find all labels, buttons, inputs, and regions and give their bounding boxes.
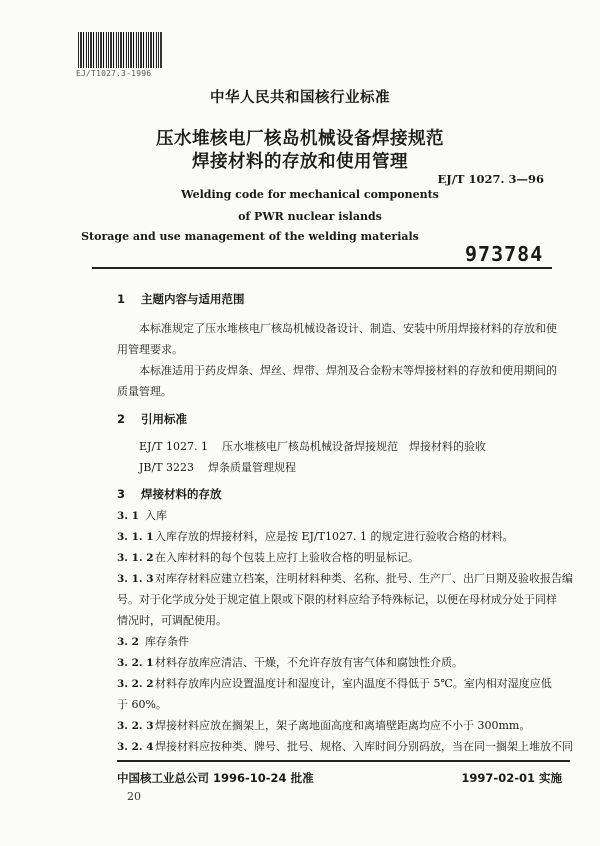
section-title: 引用标准 [141,412,188,426]
clause-text: 焊接材料应按种类、牌号、批号、规格、入库时间分别码放，当在同一搁架上堆放不同 [155,740,573,753]
section-title: 主题内容与适用范围 [141,292,245,306]
reference-title: 压水堆核电厂核岛机械设备焊接规范 焊接材料的验收 [221,440,486,453]
clause-3-2-2 [117,675,552,691]
clause-number: 3. 1. 2 [117,552,154,564]
clause-continuation: 情况时，可调配使用。 [117,614,227,627]
clause-number: 3. 2. 2 [117,678,154,690]
clause-3-1-2 [117,549,419,565]
section-title: 焊接材料的存放 [141,487,222,501]
footer-divider [117,760,570,762]
subsection-title: 库存条件 [145,635,189,648]
section-3-heading [117,486,222,502]
english-title-line3: Storage and use management of the welding materials [81,230,419,243]
section-number: 3 [117,487,126,501]
clause-3-1-3 [117,570,573,586]
header-divider [92,267,552,269]
section-2-heading [117,411,187,427]
clause-text: 材料存放库应清洁、干燥，不允许存放有害气体和腐蚀性介质。 [155,656,463,669]
section-1-heading [117,291,245,307]
page-number: 20 [127,790,141,803]
clause-number: 3. 1. 3 [117,573,154,585]
reference-title: 焊条质量管理规程 [208,461,297,474]
english-title-line1: Welding code for mechanical components [181,188,439,201]
clause-3-2-1 [117,654,463,670]
subsection-title: 入库 [145,509,167,522]
paragraph: 本标准规定了压水堆核电厂核岛机械设备设计、制造、安装中所用焊接材料的存放和使 [139,322,557,335]
clause-number: 3. 2. 3 [117,720,154,732]
document-title-line2: 焊接材料的存放和使用管理 [192,152,408,172]
clause-3-1-1 [117,528,513,544]
implementation-date: 1997-02-01 实施 [461,771,562,785]
clause-text: 在入库材料的每个包装上应打上验收合格的明显标记。 [155,551,419,564]
clause-text: 入库存放的焊接材料，应是按 EJ/T1027. 1 的规定进行验收合格的材料。 [155,530,514,543]
document-title-line1: 压水堆核电厂核岛机械设备焊接规范 [156,129,444,149]
clause-text: 对库存材料应建立档案，注明材料种类、名称、批号、生产厂、出厂日期及验收报告编 [155,572,573,585]
clause-number: 3. 2 [117,636,139,648]
reference-item [139,438,486,454]
subsection-3-2 [117,633,189,649]
industry-heading: 中华人民共和国核行业标准 [210,90,390,106]
reference-code: JB/T 3223 [139,461,195,474]
reference-item [139,459,296,475]
clause-number: 3. 1. 1 [117,531,154,543]
paragraph: 本标准适用于药皮焊条、焊丝、焊带、焊剂及合金粉末等焊接材料的存放和使用期间的 [139,364,557,377]
standard-code: EJ/T 1027. 3—96 [437,172,544,186]
clause-number: 3. 2. 1 [117,657,154,669]
clause-continuation: 于 60%。 [117,698,167,711]
section-number: 1 [117,292,126,306]
paragraph: 质量管理。 [117,385,172,398]
clause-number: 3. 2. 4 [117,741,154,753]
section-number: 2 [117,412,126,426]
clause-continuation: 号。对于化学成分处于规定值上限或下限的材料应给予特殊标记，以便在母材成分处于同样 [117,593,557,606]
clause-text: 焊接材料应放在搁架上，架子离地面高度和离墙壁距离均应不小于 300mm。 [155,719,531,732]
clause-3-2-4 [117,738,573,754]
barcode [78,32,162,68]
reference-code: EJ/T 1027. 1 [139,440,208,453]
paragraph: 用管理要求。 [117,343,183,356]
barcode-label: EJ/T1027.3-1996 [76,69,152,78]
approval-info: 中国核工业总公司 1996-10-24 批准 [117,771,314,785]
english-title-line2: of PWR nuclear islands [238,210,382,223]
clause-3-2-3 [117,717,530,733]
subsection-3-1 [117,507,167,523]
clause-text: 材料存放库内应设置温度计和湿度计，室内温度不得低于 5℃。室内相对湿度应低 [155,677,552,690]
serial-number: 973784 [465,242,544,266]
clause-number: 3. 1 [117,510,139,522]
